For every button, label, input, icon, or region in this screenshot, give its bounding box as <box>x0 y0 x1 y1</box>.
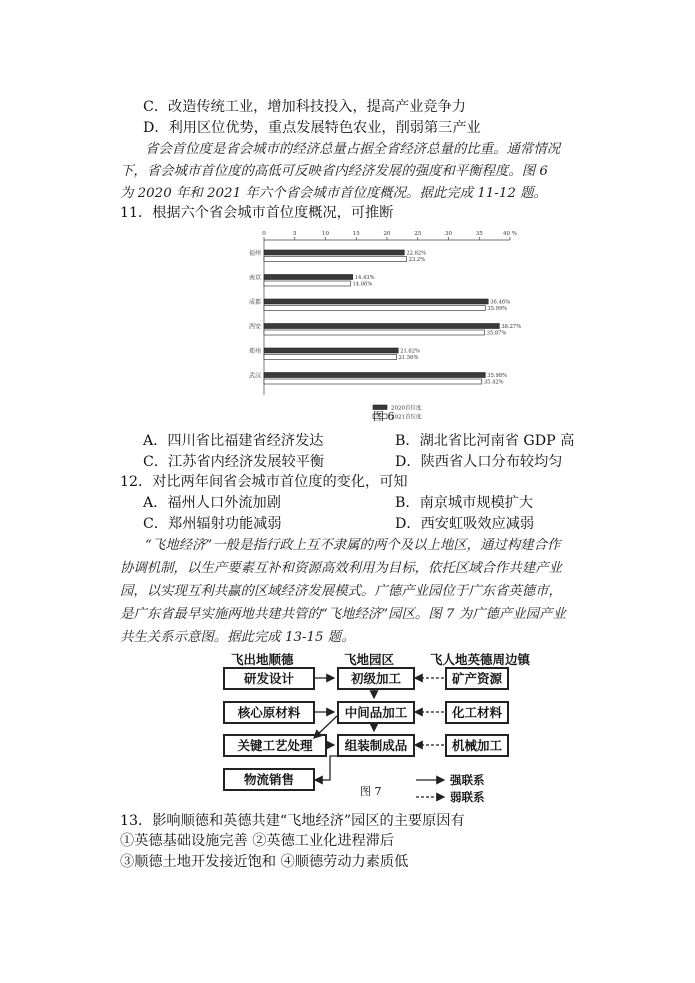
category-label: 郑州 <box>248 348 261 355</box>
data-label: 14.43% <box>354 275 375 281</box>
category-label: 西安 <box>248 323 261 331</box>
box-core-materials: 核心原材料 <box>223 701 315 724</box>
bar <box>264 250 404 255</box>
intro1-line2: 下，省会城市首位度的高低可反映省内经济发展的强度和平衡程度。图 6 <box>120 164 548 179</box>
intro2-line5: 共生关系示意图。据此完成 13-15 题。 <box>120 630 355 645</box>
intro2-line2: 协调机制，以生产要素互补和资源高效利用为目标，依托区域合作共建产业 <box>120 561 562 576</box>
box-research-design: 研发设计 <box>223 667 315 690</box>
option-c-prev: C．改造传统工业，增加科技投入，提高产业竞争力 <box>143 99 466 115</box>
box-key-process: 关键工艺处理 <box>223 734 327 757</box>
q13-stem: 13．影响顺德和英德共建“飞地经济”园区的主要原因有 <box>120 813 465 829</box>
x-tick-label: 35 <box>475 231 483 237</box>
q12-stem: 12．对比两年间省会城市首位度的变化，可知 <box>120 474 408 490</box>
x-tick-label: 0 <box>262 231 266 237</box>
data-label: 38.27% <box>501 324 522 330</box>
q11-option-d[interactable]: D．陕西省人口分布较均匀 <box>395 454 563 470</box>
bar <box>264 275 353 280</box>
data-label: 36.46% <box>490 299 511 306</box>
data-label: 21.56% <box>398 355 419 361</box>
bar <box>264 379 482 384</box>
legend-weak-label: 弱联系 <box>450 790 485 804</box>
box-machining: 机械加工 <box>445 734 509 757</box>
data-label: 35.87% <box>486 330 507 337</box>
figure-6-caption: 图 6 <box>373 410 395 423</box>
q11-option-c[interactable]: C．江苏省内经济发展较平衡 <box>143 454 325 470</box>
q11-option-a[interactable]: A．四川省比福建省经济发达 <box>143 433 324 449</box>
x-tick-label: 20 <box>383 231 391 237</box>
bar <box>264 281 350 286</box>
q13-options-row1[interactable]: ①英德基础设施完善 ②英德工业化进程滞后 <box>120 833 395 849</box>
box-primary-processing: 初级加工 <box>337 667 415 690</box>
intro2-line4: 是广东省最早实施两地共建共管的“飞地经济”园区。图 7 为广德产业园产业 <box>120 607 566 622</box>
intro2-line3: 园，以实现互利共赢的区域经济发展模式。广德产业园位于广东省英德市， <box>120 584 562 599</box>
category-label: 福州 <box>248 250 261 257</box>
q11-stem: 11．根据六个省会城市首位度概况，可推断 <box>120 205 394 221</box>
data-label: 22.82% <box>406 250 427 257</box>
figure-7-caption: 图 7 <box>360 785 382 798</box>
x-tick-label: 30 <box>445 231 452 237</box>
bar <box>264 330 485 335</box>
fig7-header-left: 飞出地顺德 <box>231 652 294 667</box>
box-chemical-materials: 化工材料 <box>445 701 509 724</box>
data-label: 35.98% <box>487 373 508 379</box>
x-tick-label: 25 <box>414 231 422 237</box>
fig7-header-mid: 飞地园区 <box>344 652 395 667</box>
bar <box>264 373 485 378</box>
x-tick-label: 5 <box>293 231 297 237</box>
x-tick-label: 10 <box>322 231 329 237</box>
data-label: 14.06% <box>352 281 373 288</box>
box-intermediate-processing: 中间品加工 <box>337 701 415 724</box>
intro2-line1: “飞地经济”一般是指行政上互不隶属的两个及以上地区，通过构建合作 <box>145 538 561 553</box>
intro1-line1: 省会首位度是省会城市的经济总量占据全省经济总量的比重。通常情况 <box>145 142 561 157</box>
q12-option-d[interactable]: D．西安虹吸效应减弱 <box>395 516 535 532</box>
data-label: 35.99% <box>487 306 508 312</box>
option-d-prev: D．利用区位优势，重点发展特色农业，削弱第三产业 <box>143 120 481 136</box>
bar <box>264 355 397 360</box>
legend-label: 2021首位度 <box>391 414 422 421</box>
legend-strong-label: 强联系 <box>450 773 485 787</box>
q12-option-a[interactable]: A．福州人口外流加剧 <box>143 495 281 511</box>
data-label: 23.2% <box>408 257 426 263</box>
data-label: 21.82% <box>400 348 420 355</box>
bar <box>264 257 407 262</box>
q13-options-row2[interactable]: ③顺德土地开发接近饱和 ④顺德劳动力素质低 <box>120 854 409 870</box>
x-tick-label: 40 % <box>503 231 517 237</box>
data-label: 35.42% <box>483 379 504 386</box>
bar <box>264 299 488 304</box>
category-label: 武汉 <box>248 372 261 380</box>
category-label: 南京 <box>248 274 261 282</box>
q11-option-b[interactable]: B．湖北省比河南省 GDP 高 <box>395 433 575 449</box>
box-assembly: 组装制成品 <box>337 734 415 757</box>
bar <box>264 324 499 329</box>
fig7-header-right: 飞人地英德周边镇 <box>430 652 531 667</box>
box-logistics-sales: 物流销售 <box>223 768 315 791</box>
bar <box>264 306 485 311</box>
intro1-line3: 为 2020 年和 2021 年六个省会城市首位度概况。据此完成 11-12 题。 <box>120 186 547 201</box>
q12-option-b[interactable]: B．南京城市规模扩大 <box>395 495 534 511</box>
q12-option-c[interactable]: C．郑州辐射功能减弱 <box>143 516 282 532</box>
x-tick-label: 15 <box>352 231 360 237</box>
legend-label: 2020首位度 <box>391 405 422 412</box>
category-label: 成都 <box>248 299 261 306</box>
box-mineral-resources: 矿产资源 <box>445 667 509 690</box>
bar <box>264 348 398 353</box>
